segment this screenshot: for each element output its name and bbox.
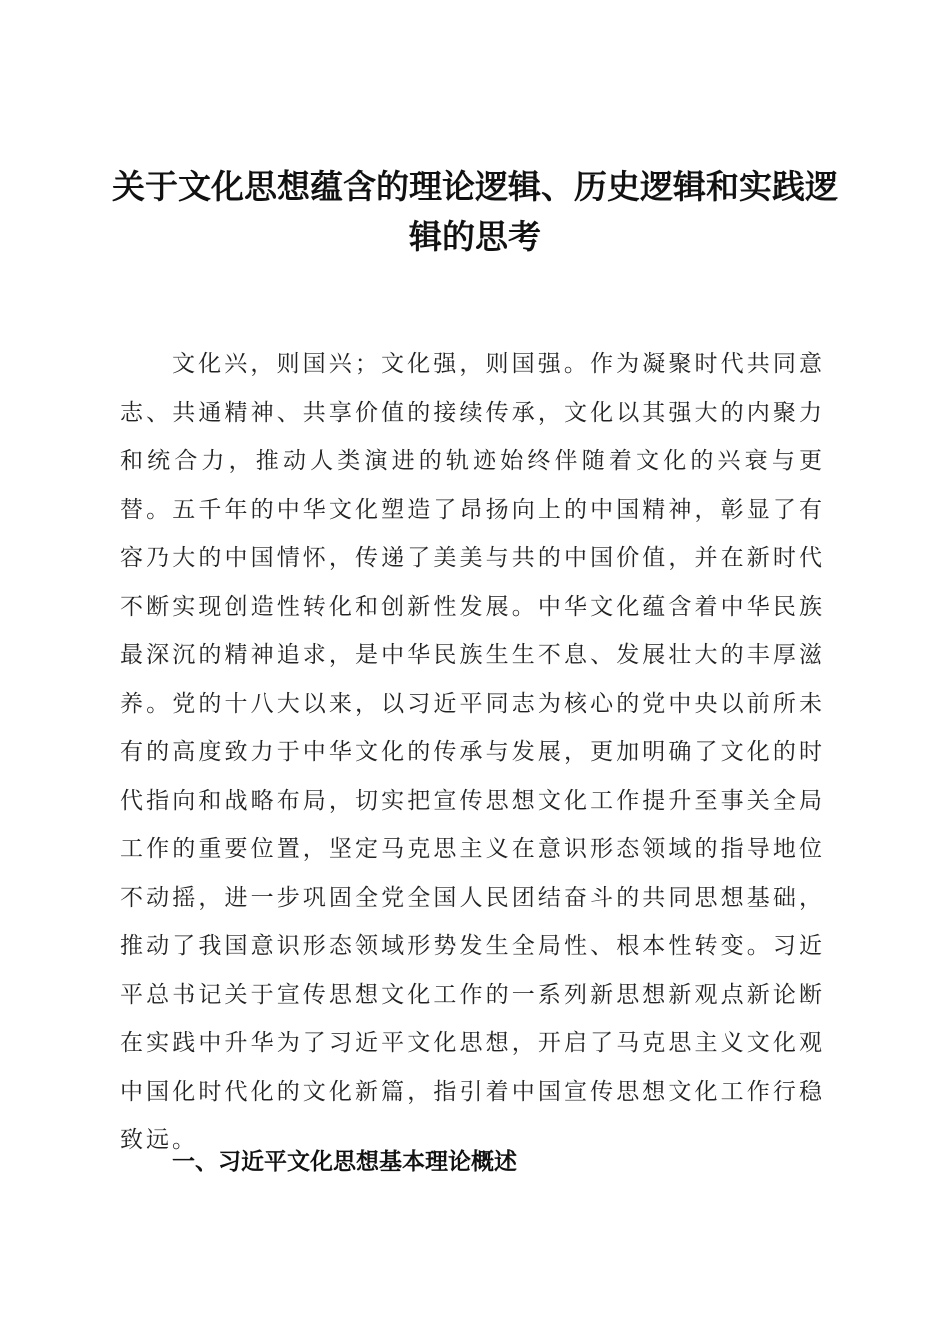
document-title: 关于文化思想蕴含的理论逻辑、历史逻辑和实践逻辑的思考 [112,167,838,256]
body-paragraph: 文化兴，则国兴；文化强，则国强。作为凝聚时代共同意志、共通精神、共享价值的接续传承，文化以其强大的内聚力和统合力，推动人类演进的轨迹始终伴随着文化的兴衰与更替。五千年的中华文化塑造了昂扬向上的中国精神，彰显了有容乃大的中国情怀，传递了美美与共的中国价值，并在新时代不断实现创造性转化和创新性发展。中华文化蕴含着中华民族最深沉的精神追求，是中华民族生生不息、发展壮大的丰厚滋养。党的十八大以来，以习近平同志为核心的党中央以前所未有的高度致力于中华文化的传承与发展，更加明确了文化的时代指向和战略布局，切实把宣传思想文化工作提升至事关全局工作的重要位置，坚定马克思主义在意识形态领域的指导地位不动摇，进一步巩固全党全国人民团结奋斗的共同思想基础，推动了我国意识形态领域形势发生全局性、根本性转变。习近平总书记关于宣传思想文化工作的一系列新思想新观点新论断在实践中升华为了习近平文化思想，开启了马克思主义文化观中国化时代化的文化新篇，指引着中国宣传思想文化工作行稳致远。 [120,351,825,1153]
section-heading: 一、习近平文化思想基本理论概述 [172,1149,517,1175]
